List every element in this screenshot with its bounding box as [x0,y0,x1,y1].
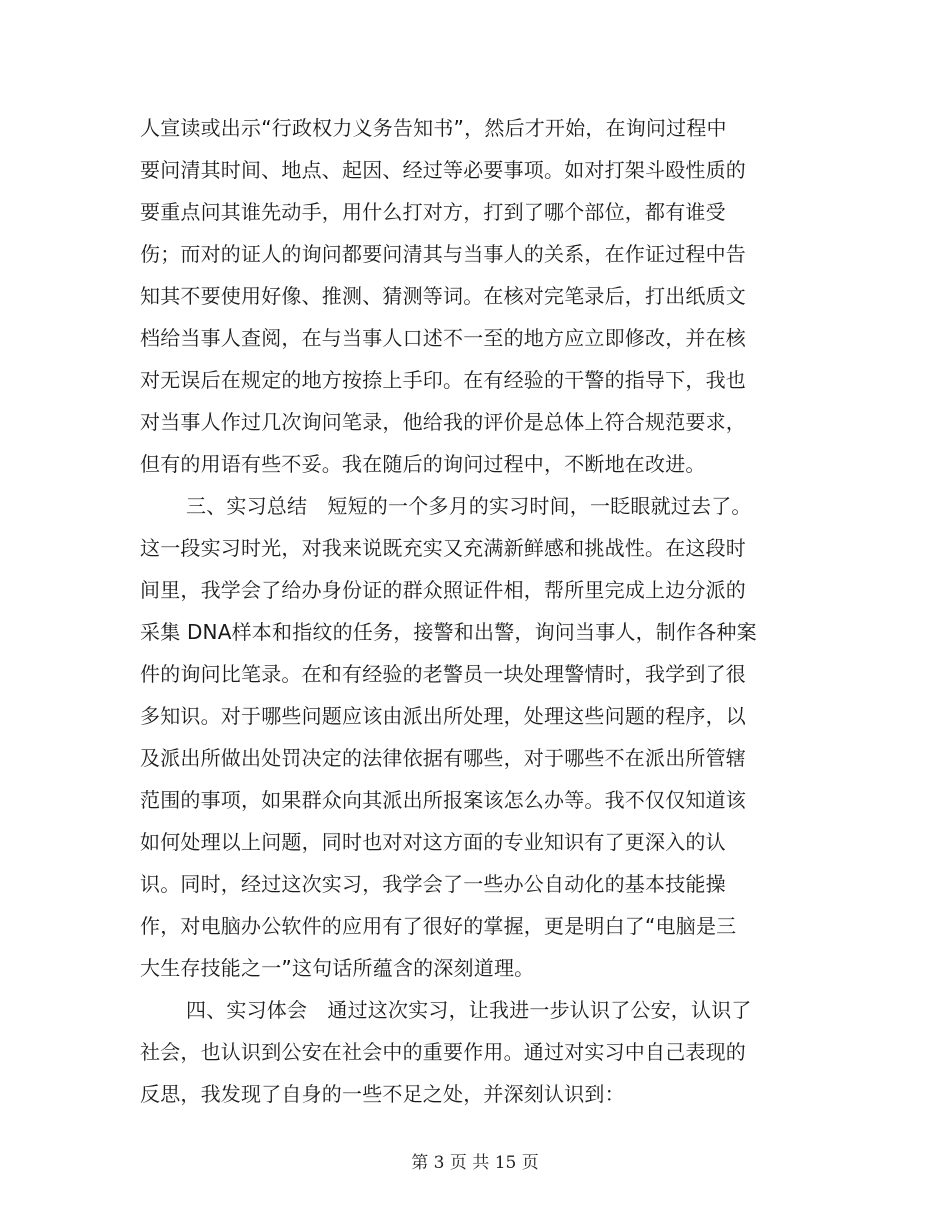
text-line: 件的询问比笔录。在和有经验的老警员一块处理警情时，我学到了很 [140,662,746,686]
section-heading-line: 三、实习总结 短短的一个多月的实习时间，一眨眼就过去了。 [186,494,752,518]
text-line: 要问清其时间、地点、起因、经过等必要事项。如对打架斗殴性质的 [140,158,746,182]
text-line: 要重点问其谁先动手，用什么打对方，打到了哪个部位，都有谁受 [140,200,726,224]
text-line: 档给当事人查阅，在与当事人口述不一至的地方应立即修改，并在核 [140,326,746,350]
text-line: 间里，我学会了给办身份证的群众照证件相，帮所里完成上边分派的 [140,578,746,602]
text-line: 知其不要使用好像、推测、猜测等词。在核对完笔录后，打出纸质文 [140,284,746,308]
text-line: 但有的用语有些不妥。我在随后的询问过程中，不断地在改进。 [140,452,706,476]
text-line: 对无误后在规定的地方按捺上手印。在有经验的干警的指导下，我也 [140,368,746,392]
page-number-footer: 第 3 页 共 15 页 [411,1153,539,1173]
section-heading-line: 四、实习体会 通过这次实习，让我进一步认识了公安，认识了 [186,998,752,1022]
text-line: 范围的事项，如果群众向其派出所报案该怎么办等。我不仅仅知道该 [140,788,746,812]
text-line: 识。同时，经过这次实习，我学会了一些办公自动化的基本技能操 [140,872,726,896]
text-line: 人宣读或出示“行政权力义务告知书”，然后才开始，在询问过程中 [140,116,727,140]
text-line: 多知识。对于哪些问题应该由派出所处理，处理这些问题的程序，以 [140,704,746,728]
text-line: 这一段实习时光，对我来说既充实又充满新鲜感和挑战性。在这段时 [140,536,746,560]
text-line: 作，对电脑办公软件的应用有了很好的掌握，更是明白了“电脑是三 [140,914,737,938]
text-line: 大生存技能之一”这句话所蕴含的深刻道理。 [140,956,535,980]
text-line: 伤；而对的证人的询问都要问清其与当事人的关系，在作证过程中告 [140,242,746,266]
text-line: 采集 DNA样本和指纹的任务，接警和出警，询问当事人，制作各种案 [140,620,757,644]
text-line: 及派出所做出处罚决定的法律依据有哪些，对于哪些不在派出所管辖 [140,746,746,770]
text-line: 对当事人作过几次询问笔录，他给我的评价是总体上符合规范要求， [140,410,746,434]
text-line: 反思，我发现了自身的一些不足之处，并深刻认识到： [140,1082,625,1106]
text-line: 如何处理以上问题，同时也对对这方面的专业知识有了更深入的认 [140,830,726,854]
text-line: 社会，也认识到公安在社会中的重要作用。通过对实习中自己表现的 [140,1040,746,1064]
